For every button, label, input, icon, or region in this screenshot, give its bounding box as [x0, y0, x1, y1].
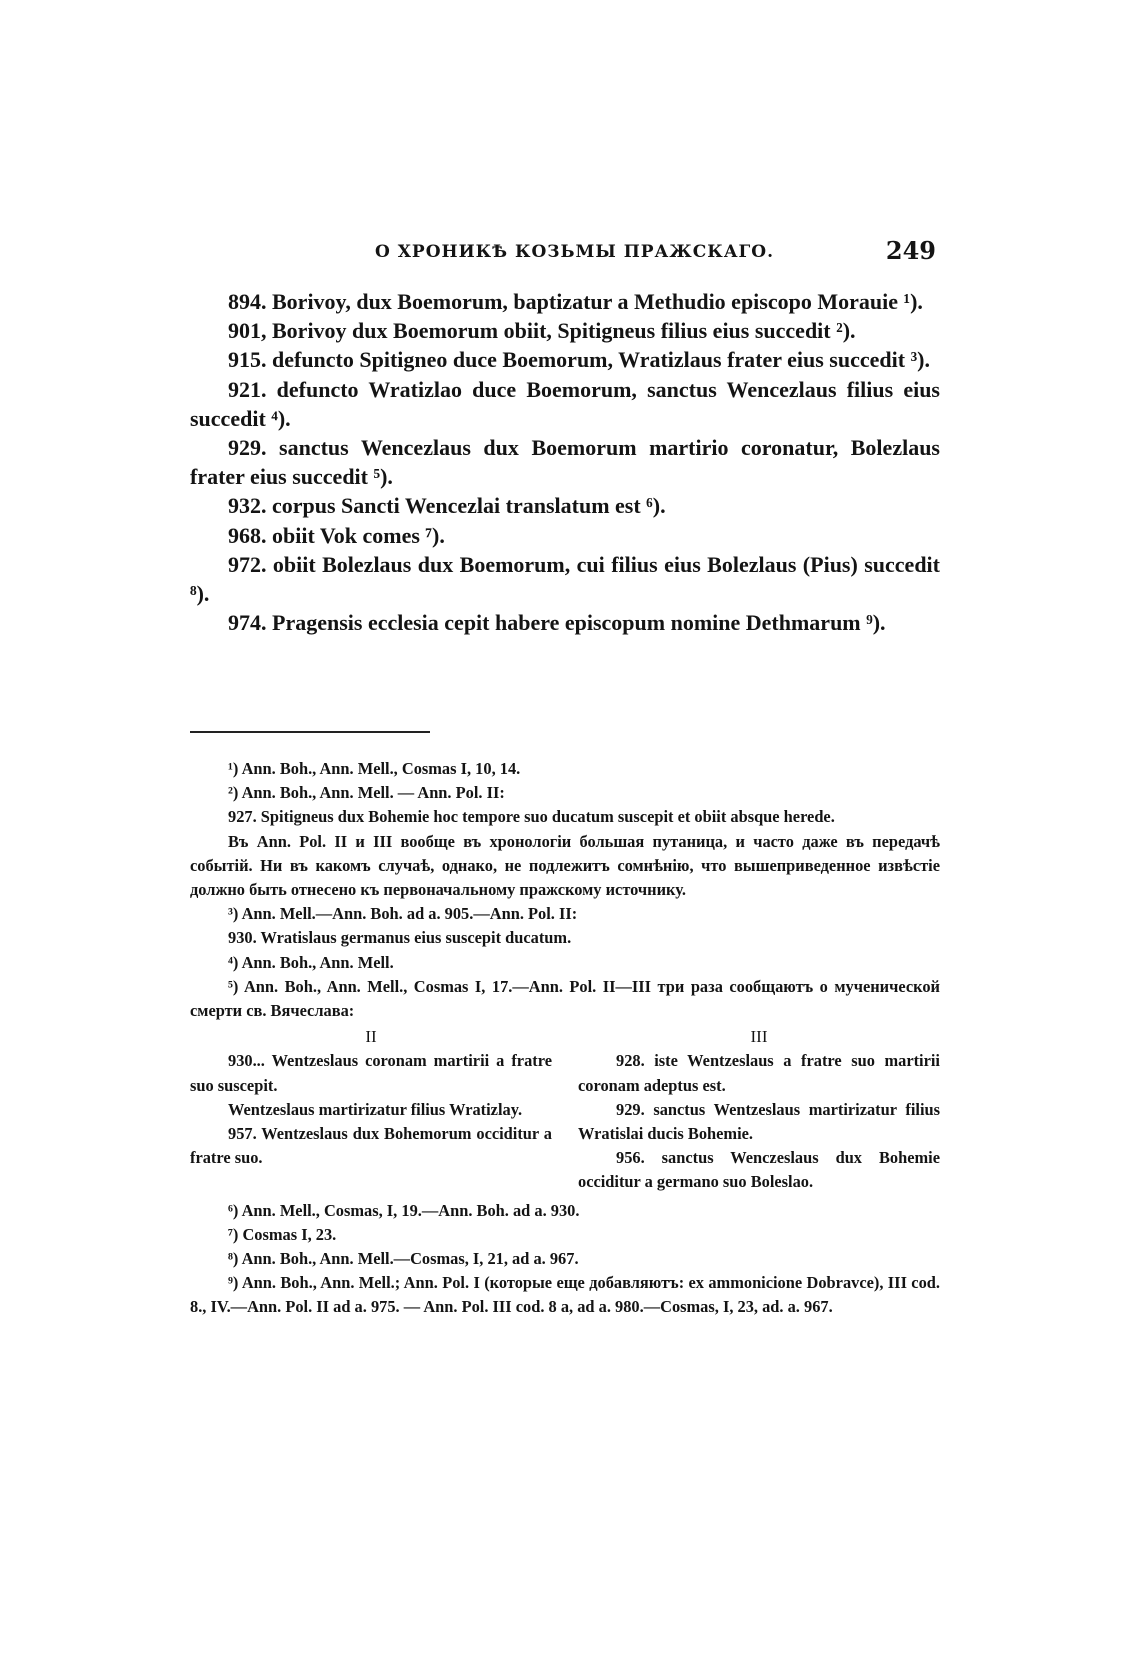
- footnotes: [190, 757, 940, 1320]
- entry-968: 968. obiit Vok comes ⁷).: [228, 522, 445, 548]
- chronicle-entries: [190, 287, 940, 637]
- footnote-3: ³) Ann. Mell.—Ann. Boh. ad a. 905.—Ann. Pol. II:: [228, 904, 578, 924]
- footnote-divider: [190, 731, 430, 733]
- footnote-2-quote: 927. Spitigneus dux Bohemie hoc tempore suo ducatum suscepit et obiit absque herede.: [228, 807, 835, 827]
- column-iii-entry: 928. iste Wentzeslaus a fratre suo martirii coronam adeptus est.: [578, 1051, 940, 1095]
- footnote-2-comment: Въ Ann. Pol. II и III вообще въ хронологіи большая путаница, и часто даже въ передачѣ событій. Ни въ какомъ случаѣ, однако, не подлежитъ сомнѣнію, что вышеприведенное извѣстіе должно быть отнесено къ первоначальному пражскому источнику.: [190, 831, 940, 900]
- entry-894: 894. Borivoy, dux Boemorum, baptizatur a Methudio episcopo Morauie ¹).: [228, 289, 923, 314]
- footnote-4: ⁴) Ann. Boh., Ann. Mell.: [228, 952, 394, 972]
- footnote-9: ⁹) Ann. Boh., Ann. Mell.; Ann. Pol. I (которые еще добавляютъ: ex ammonicione Dobravce), III cod. 8., IV.—Ann. Pol. II ad a. 975. — Ann. Pol. III cod. 8 a, ad a. 980.—Cosmas, I, 23, ad. a. 967.: [190, 1273, 940, 1317]
- entry-929: 929. sanctus Wencezlaus dux Boemorum martirio coronatur, Bolezlaus frater eius succedit ⁵).: [190, 435, 940, 490]
- footnote-7: ⁷) Cosmas I, 23.: [228, 1224, 337, 1244]
- running-title: О ХРОНИКѢ КОЗЬМЫ ПРАЖСКАГО.: [375, 242, 774, 262]
- page-number: 249: [885, 236, 936, 265]
- annals-comparison: [190, 1025, 940, 1194]
- column-ii-entry: 930... Wentzeslaus coronam martirii a fratre suo suscepit.: [190, 1051, 552, 1095]
- entry-972: 972. obiit Bolezlaus dux Boemorum, cui filius eius Bolezlaus (Pius) succedit ⁸).: [190, 551, 940, 607]
- column-iii-entry: 929. sanctus Wentzeslaus martirizatur filius Wratislai ducis Bohemie.: [578, 1099, 940, 1144]
- page-header: [190, 236, 940, 270]
- entry-974: 974. Pragensis ecclesia cepit habere episcopum nomine Dethmarum ⁹).: [228, 610, 886, 636]
- annals-column-ii: [190, 1025, 552, 1194]
- column-heading-ii: II: [365, 1027, 377, 1047]
- entry-915: 915. defuncto Spitigneo duce Boemorum, Wratizlaus frater eius succedit ³).: [228, 347, 930, 373]
- annals-column-iii: [578, 1025, 940, 1194]
- footnote-3-quote: 930. Wratislaus germanus eius suscepit ducatum.: [228, 928, 572, 948]
- entry-932: 932. corpus Sancti Wencezlai translatum est ⁶).: [228, 493, 666, 519]
- column-heading-iii: III: [750, 1027, 768, 1047]
- column-ii-entry: Wentzeslaus martirizatur filius Wratizlay.: [228, 1099, 523, 1119]
- footnote-8: ⁸) Ann. Boh., Ann. Mell.—Cosmas, I, 21, ad a. 967.: [228, 1249, 579, 1269]
- footnote-5: ⁵) Ann. Boh., Ann. Mell., Cosmas I, 17.—Ann. Pol. II—III три раза сообщаютъ о мученической смерти св. Вячеслава:: [190, 976, 940, 1021]
- footnote-2: ²) Ann. Boh., Ann. Mell. — Ann. Pol. II:: [228, 783, 505, 803]
- footnote-6: ⁶) Ann. Mell., Cosmas, I, 19.—Ann. Boh. ad a. 930.: [228, 1200, 580, 1220]
- column-iii-entry: 956. sanctus Wenczeslaus dux Bohemie occiditur a germano suo Boleslao.: [578, 1148, 940, 1192]
- entry-901: 901, Borivoy dux Boemorum obiit, Spitigneus filius eius succedit ²).: [228, 318, 856, 344]
- footnote-1: ¹) Ann. Boh., Ann. Mell., Cosmas I, 10, 14.: [228, 759, 521, 778]
- column-ii-entry: 957. Wentzeslaus dux Bohemorum occiditur a fratre suo.: [190, 1124, 552, 1168]
- entry-921: 921. defuncto Wratizlao duce Boemorum, sanctus Wencezlaus filius eius succedit ⁴).: [190, 376, 940, 431]
